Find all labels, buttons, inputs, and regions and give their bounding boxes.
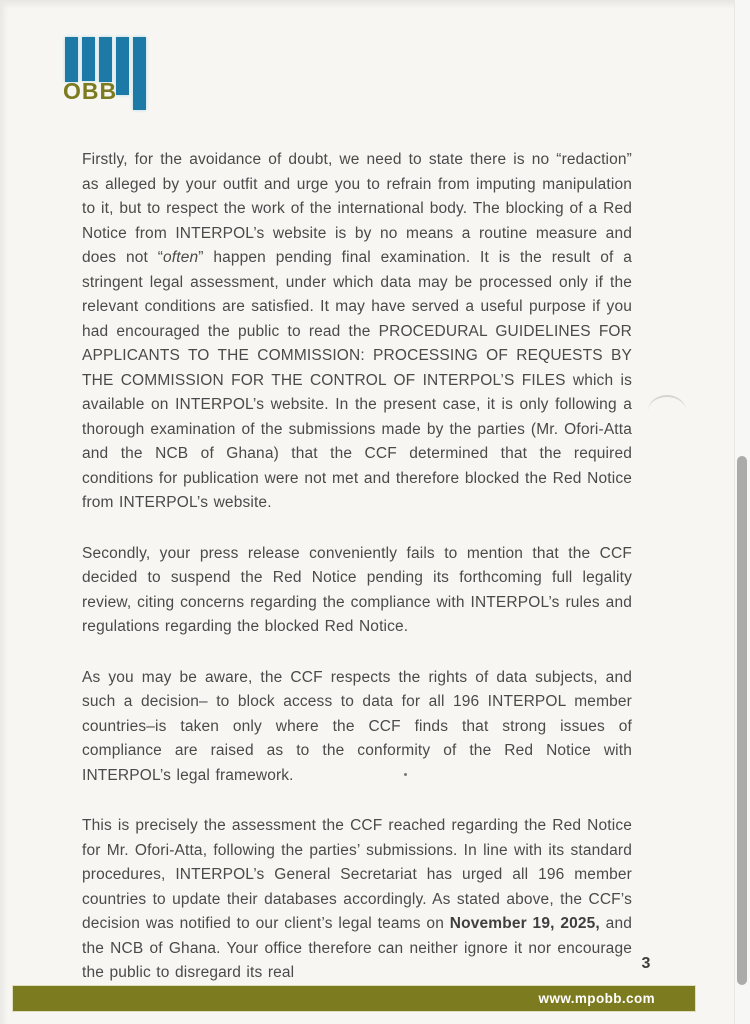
- paragraph-this-is-precisely: [82, 814, 632, 986]
- footer-bar: [13, 986, 695, 1011]
- obb-logo: [63, 37, 183, 115]
- page-number: 3: [641, 955, 651, 972]
- logo-bar: [116, 37, 129, 95]
- scan-artifact-arc: [648, 395, 686, 411]
- page-edge-shadow-left: [0, 0, 8, 1024]
- scrollbar-thumb[interactable]: [737, 456, 747, 985]
- letter-body: [82, 148, 632, 1012]
- logo-bar: [99, 37, 112, 82]
- footer-website-url: www.mpobb.com: [538, 991, 655, 1006]
- text-run: ” happen pending final examination. It is the result of a stringent legal assessment, under which data may be processed only if the relevant conditions are satisfied. It may have served a useful purpose if you had encouraged the public to read the PROCEDURAL GUIDELINES FOR APPLICANTS TO THE COMMISSION: PROCESSING OF REQUESTS BY THE COMMISSION FOR THE CONTROL OF INTERPOL’S FILES which is available on INTERPOL’s website. In the present case, it is only following a thorough examination of the submissions made by the parties (Mr. Ofori-Atta and the NCB of Ghana) that the CCF determined that the required conditions for publication were not met and therefore blocked the Red Notice from INTERPOL’s website.: [82, 249, 632, 511]
- paragraph-as-you-may-be-aware: [82, 666, 632, 789]
- paragraph-secondly: [82, 542, 632, 640]
- scan-artifact-dot: [404, 773, 407, 776]
- page-edge-shadow-top: [0, 0, 736, 9]
- text-run-bold: November 19, 2025,: [449, 915, 600, 932]
- paragraph-firstly: [82, 148, 632, 516]
- text-run: Firstly, for the avoidance of doubt, we need to state there is no “redaction” as alleged by your outfit and urge you to refrain from imputing manipulation to it, but to respect the work of the international body. The blocking of a Red Notice from INTERPOL’s website is by no means a routine measure and does not “: [82, 151, 632, 266]
- logo-bar: [65, 37, 78, 82]
- logo-text: OBB: [63, 78, 118, 104]
- text-run: As you may be aware, the CCF respects the rights of data subjects, and such a decision– to block access to data for all 196 INTERPOL member countries–is taken only where the CCF finds that strong issues of compliance are raised as to the conformity of the Red Notice with INTERPOL’s legal framework.: [82, 668, 632, 784]
- logo-bar: [82, 37, 95, 81]
- logo-bar: [133, 37, 146, 110]
- scrollbar-track[interactable]: [734, 0, 750, 1024]
- text-run: This is precisely the assessment the CCF reached regarding the Red Notice for Mr. Ofori-Atta, following the parties’ submissions. In line with its standard procedures, INTERPOL’s General Secretariat has urged all 196 member countries to update their databases accordingly. As stated above, the CCF’s decision was notified to our client’s legal teams on: [82, 817, 632, 932]
- text-run: and the NCB of Ghana. Your office therefore can neither ignore it nor encourage the public to disregard its real: [82, 915, 632, 981]
- text-run-italic: often: [163, 249, 199, 266]
- text-run: Secondly, your press release conveniently fails to mention that the CCF decided to suspend the Red Notice pending its forthcoming full legality review, citing concerns regarding the compliance with INTERPOL’s rules and regulations regarding the blocked Red Notice.: [82, 544, 632, 635]
